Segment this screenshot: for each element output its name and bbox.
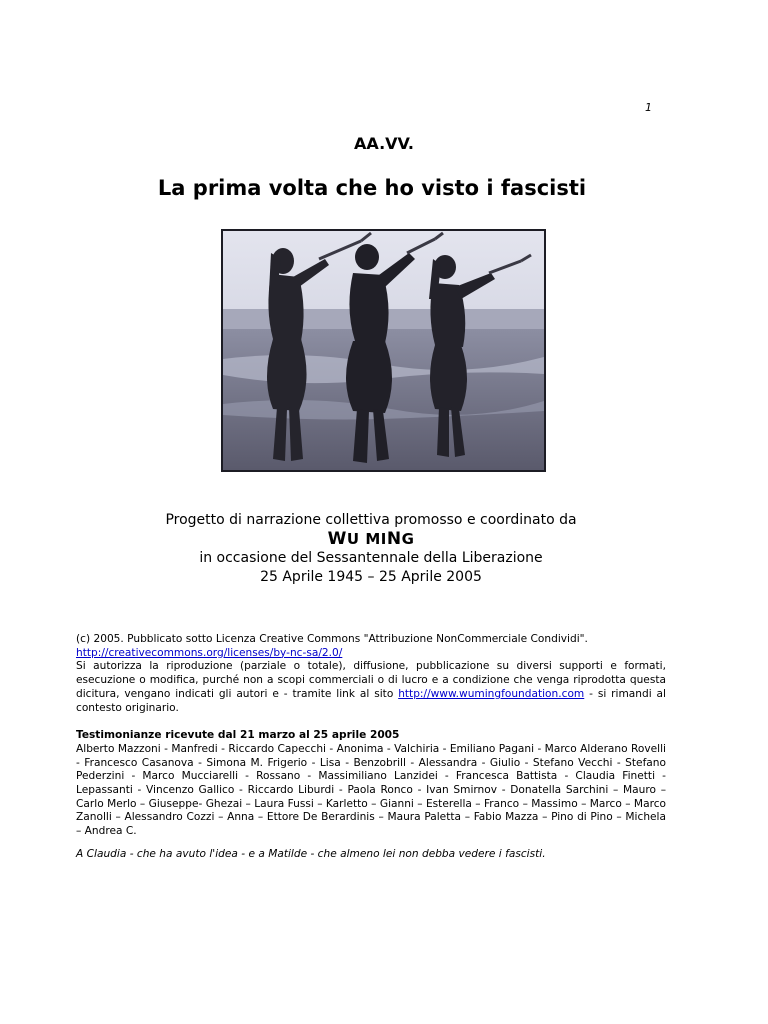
permission-text: Si autorizza la riproduzione (parziale o totale), diffusione, pubblicazione su diversi supporti e formati, esecuzione o modifica, purché non a scopi commerciali o di lucro e a condizione che venga riprodotta questa dicitura, vengano indicati gli autori e - tramite link al sito http://www.wumingfoundation.com - si rimandi al contesto originario.	[76, 660, 666, 714]
project-dates: 25 Aprile 1945 – 25 Aprile 2005	[260, 569, 482, 585]
wumingfoundation-link[interactable]: http://www.wumingfoundation.com	[398, 687, 585, 700]
three-trumpeters-photo	[221, 229, 546, 472]
project-credits	[0, 511, 742, 587]
project-line-3: in occasione del Sessantennale della Liberazione	[199, 550, 543, 566]
legal-section	[76, 633, 666, 862]
document-author: AA.VV.	[354, 134, 414, 153]
document-title: La prima volta che ho visto i fascisti	[157, 176, 587, 200]
license-text: (c) 2005. Pubblicato sotto Licenza Creative Commons "Attribuzione NonCommerciale Condividi".	[76, 633, 588, 645]
project-line-1: Progetto di narrazione collettiva promosso e coordinato da	[165, 512, 577, 528]
testimonies-heading: Testimonianze ricevute dal 21 marzo al 25 aprile 2005	[76, 729, 400, 742]
wu-ming-brand: WU MING	[327, 529, 415, 549]
testimonies-names: Alberto Mazzoni - Manfredi - Riccardo Capecchi - Anonima - Valchiria - Emiliano Pagani - Marco Alderano Rovelli - Francesco Casanova - Simona M. Frigerio - Lisa - Benzobrill - Alessandra - Giulio - Stefano Vecchi - Stefano Pederzini - Marco Mucciarelli - Rossano - Massimiliano Lanzidei - Francesca Battista - Claudia Finetti - Lepassanti - Vincenzo Gallico - Riccardo Liburdi - Paola Ronco - Ivan Smirnov - Donatella Sarchini – Mauro – Carlo Merlo – Giuseppe- Ghezai – Laura Fussi – Karletto – Gianni – Esterella – Franco – Massimo – Marco – Marco Zanolli – Alessandro Cozzi – Anna – Ettore De Berardinis – Maura Paletta – Fabio Mazza – Pino di Pino – Michela – Andrea C.	[76, 742, 666, 838]
page-number: 1	[645, 101, 652, 114]
dedication: A Claudia - che ha avuto l'idea - e a Matilde - che almeno lei non debba vedere i fascisti.	[76, 847, 546, 860]
license-link[interactable]: http://creativecommons.org/licenses/by-nc-sa/2.0/	[76, 646, 343, 659]
